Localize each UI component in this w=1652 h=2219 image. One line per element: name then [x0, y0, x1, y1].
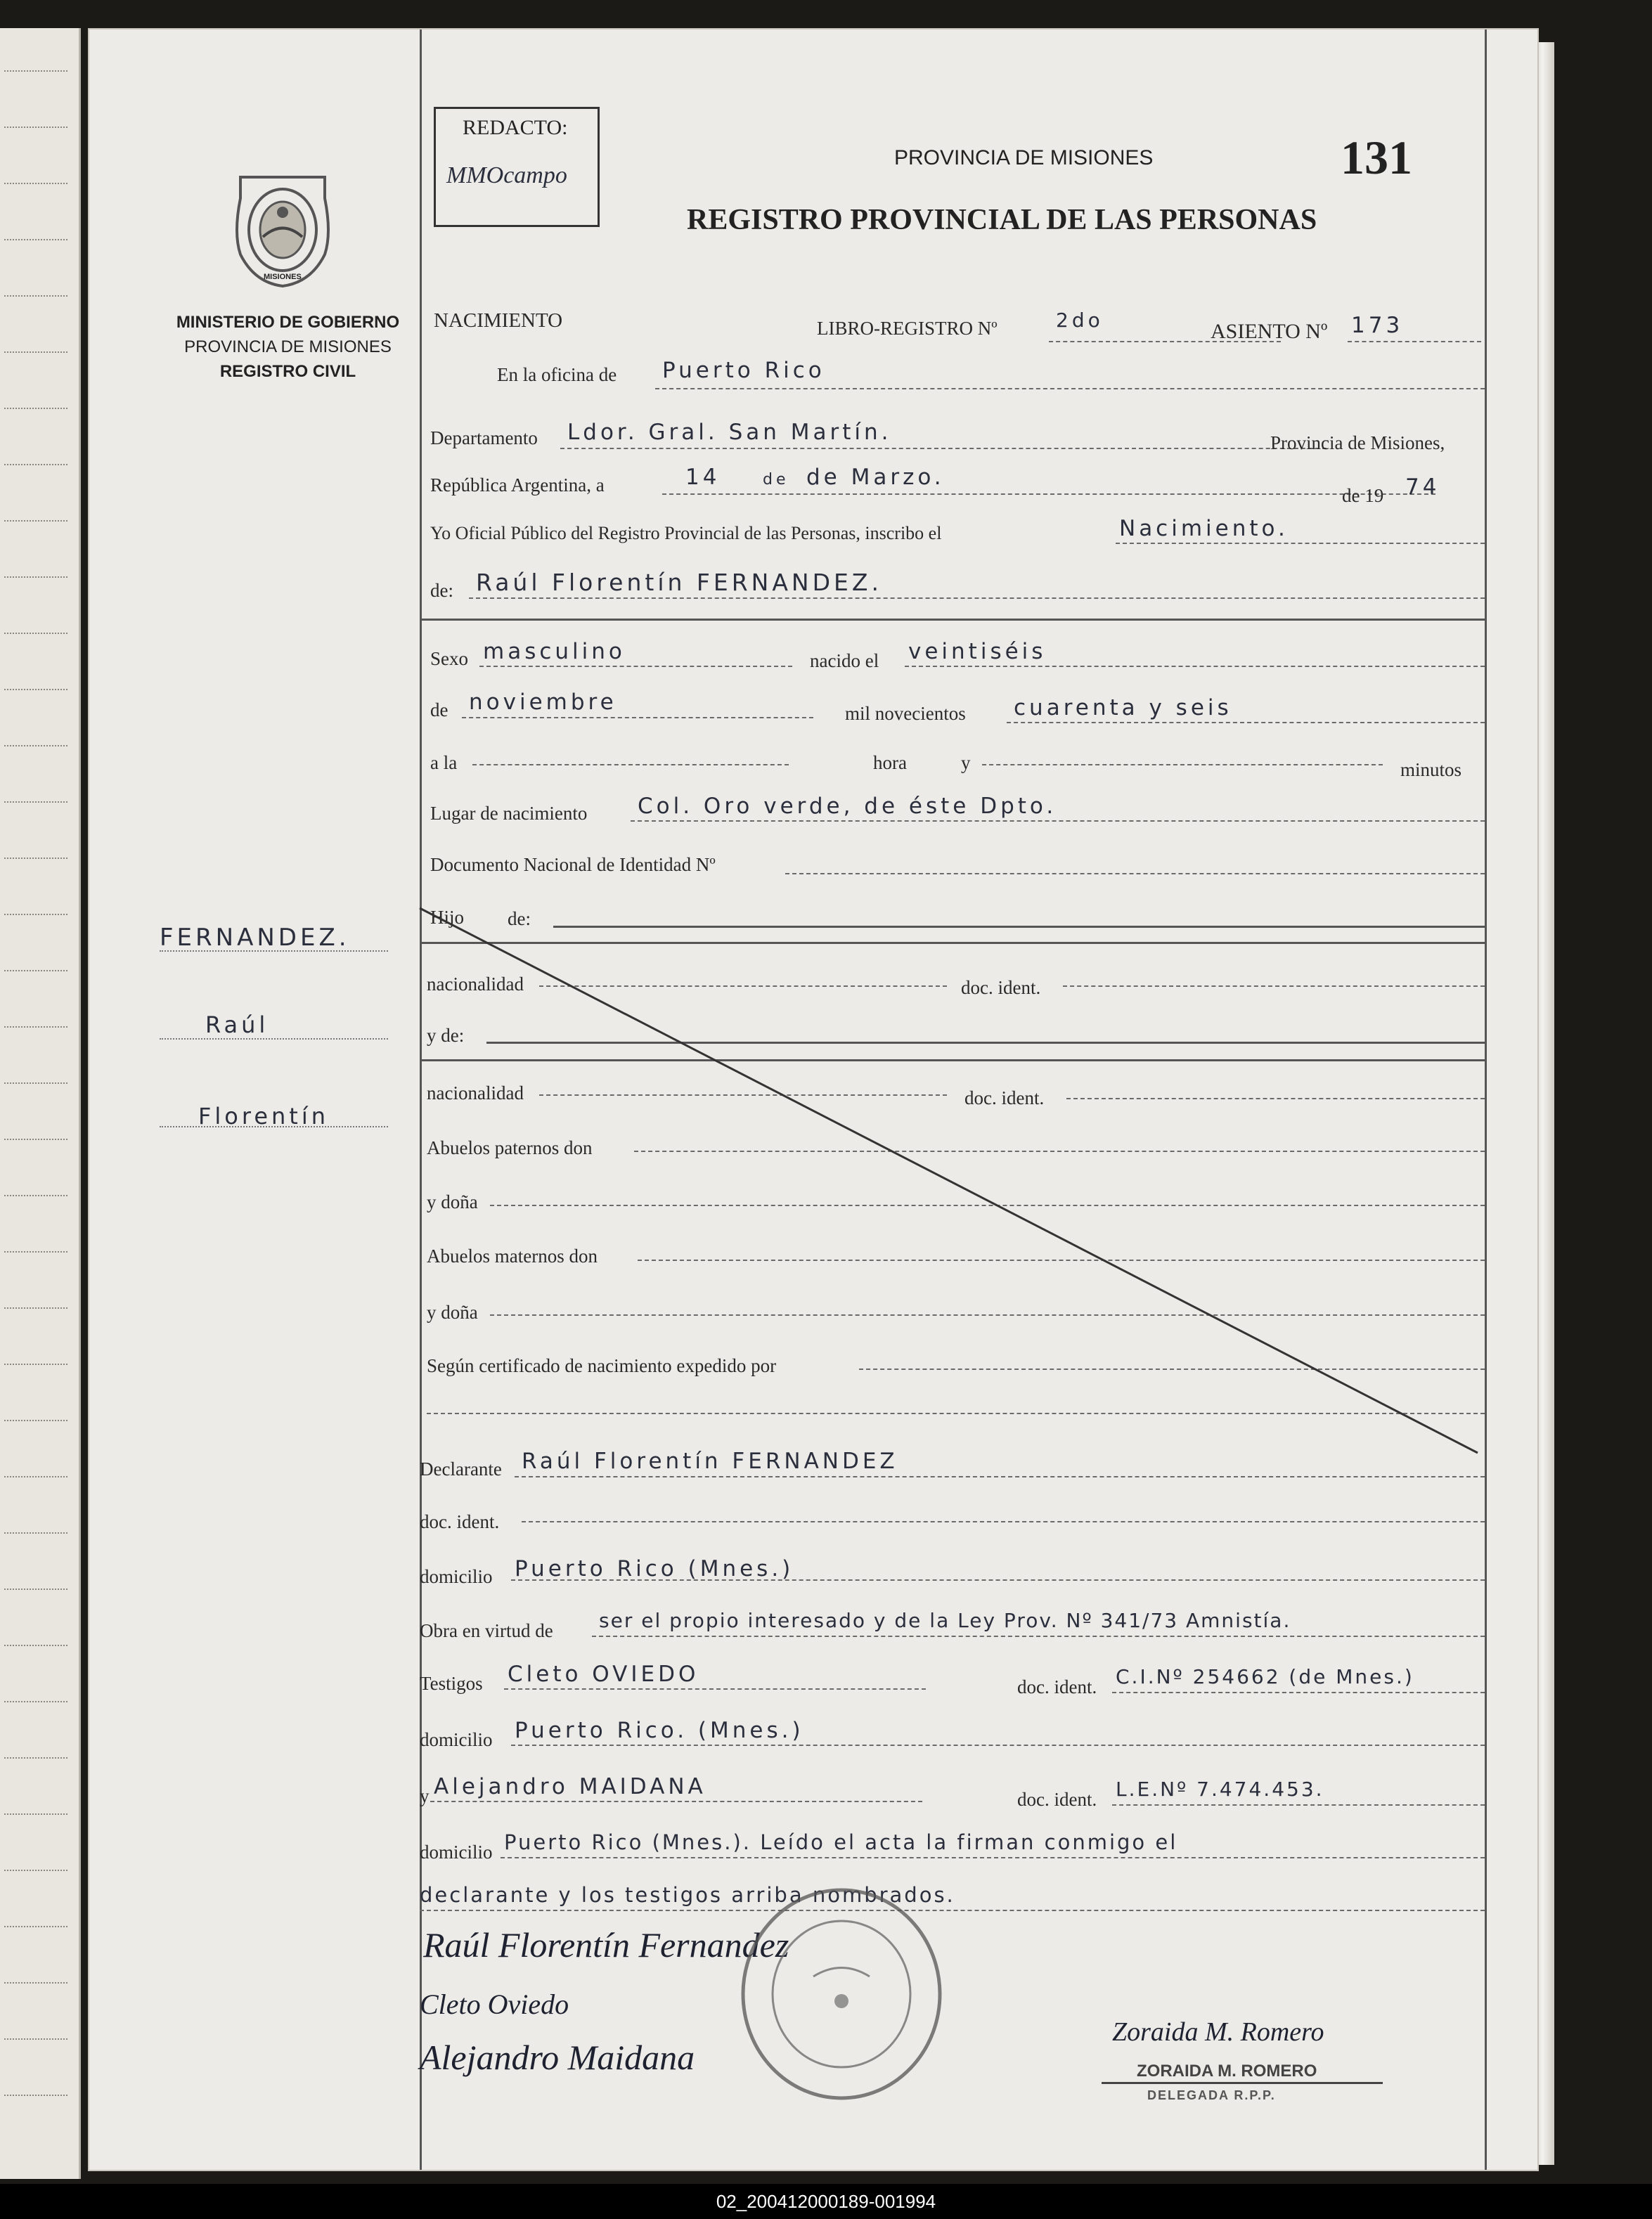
- margin-second-name: Florentín: [198, 1103, 330, 1130]
- ala-label: a la: [430, 752, 458, 773]
- office-value: Puerto Rico: [662, 358, 825, 383]
- redacto-signature: MMOcampo: [446, 162, 567, 188]
- lugar-label: Lugar de nacimiento: [430, 803, 588, 824]
- y-de-label: y de:: [427, 1025, 465, 1046]
- abuelos-paternos-label: Abuelos paternos don: [427, 1137, 593, 1158]
- declarante-label: Declarante: [420, 1458, 502, 1480]
- official-title: DELEGADA R.P.P.: [1147, 2088, 1276, 2102]
- asiento-label: ASIENTO Nº: [1211, 320, 1328, 343]
- lugar-value: Col. Oro verde, de éste Dpto.: [638, 794, 1057, 819]
- ministry-line-3: REGISTRO CIVIL: [219, 362, 356, 381]
- seal-caption: MISIONES: [264, 273, 302, 281]
- sexo-label: Sexo: [430, 648, 468, 669]
- scan-footer: 02_200412000189-001994: [0, 2184, 1652, 2219]
- testigos-label: Testigos: [420, 1673, 483, 1694]
- obra-label: Obra en virtud de: [420, 1620, 553, 1641]
- oficial-statement: Yo Oficial Público del Registro Provincial de las Personas, inscribo el: [430, 523, 942, 543]
- registrant-name: Raúl Florentín FERNANDEZ.: [476, 569, 882, 596]
- domicilio-3-value: Puerto Rico (Mnes.). Leído el acta la firman conmigo el: [504, 1830, 1178, 1854]
- y-dona-1-label: y doña: [427, 1191, 478, 1212]
- domicilio-value: Puerto Rico (Mnes.): [515, 1556, 794, 1581]
- testigo-2-name: Alejandro MAIDANA: [434, 1774, 706, 1799]
- registry-title: REGISTRO PROVINCIAL DE LAS PERSONAS: [687, 204, 1317, 236]
- depto-label: Departamento: [430, 427, 538, 448]
- obra-value: ser el propio interesado y de la Ley Prov. Nº 341/73 Amnistía.: [599, 1609, 1291, 1632]
- de-month-label: de: [430, 699, 449, 720]
- nacionalidad-1-label: nacionalidad: [427, 973, 524, 995]
- declarante-doc-label: doc. ident.: [420, 1511, 500, 1532]
- depto-value: Ldor. Gral. San Martín.: [567, 420, 892, 445]
- official-signature: Zoraida M. Romero: [1112, 2017, 1324, 2047]
- declarante-signature: Raúl Florentín Fernandez: [423, 1925, 789, 1965]
- hijo-de-label: de:: [508, 908, 531, 929]
- testigo-2-doc-label: doc. ident.: [1017, 1789, 1097, 1810]
- sexo-value: masculino: [483, 639, 626, 664]
- ministry-line-2: PROVINCIA DE MISIONES: [184, 337, 392, 356]
- mil-label: mil novecientos: [845, 703, 966, 724]
- testigo-1-doc-label: doc. ident.: [1017, 1676, 1097, 1697]
- asiento-value: 173: [1351, 313, 1404, 338]
- province-heading: PROVINCIA DE MISIONES: [894, 146, 1154, 169]
- declarante-value: Raúl Florentín FERNANDEZ: [522, 1449, 898, 1474]
- margin-first-name: Raúl: [205, 1011, 269, 1038]
- domicilio-2-label: domicilio: [420, 1729, 493, 1750]
- y-dona-2-label: y doña: [427, 1302, 478, 1323]
- province-suffix: Provincia de Misiones,: [1270, 432, 1445, 453]
- day-de: de: [763, 471, 789, 489]
- closing-text: declarante y los testigos arriba nombrados.: [420, 1883, 955, 1907]
- official-round-stamp: [736, 1885, 947, 2103]
- nacido-label: nacido el: [810, 650, 879, 671]
- year-suffix: 74: [1405, 474, 1440, 500]
- month-value: de Marzo.: [806, 465, 945, 490]
- page-number: 131: [1341, 131, 1412, 184]
- document-page: [88, 28, 1539, 2171]
- y-testigo-label: y: [420, 1785, 430, 1806]
- doc-ident-2-label: doc. ident.: [964, 1087, 1045, 1108]
- segun-certificado-label: Según certificado de nacimiento expedido por: [427, 1355, 777, 1376]
- testigo-1-doc-value: C.I.Nº 254662 (de Mnes.): [1116, 1665, 1414, 1688]
- inscribo-value: Nacimiento.: [1119, 516, 1289, 541]
- libro-value: 2do: [1056, 309, 1104, 332]
- nacionalidad-2-label: nacionalidad: [427, 1082, 524, 1104]
- previous-page-edge: [0, 28, 81, 2179]
- year-prefix: de 19: [1342, 485, 1384, 506]
- official-name: ZORAIDA M. ROMERO: [1137, 2062, 1317, 2081]
- libro-label: LIBRO-REGISTRO Nº: [817, 318, 998, 339]
- birth-month-value: noviembre: [469, 690, 617, 715]
- doc-ident-1-label: doc. ident.: [961, 977, 1041, 998]
- ministry-line-1: MINISTERIO DE GOBIERNO: [176, 313, 400, 332]
- hijo-label: Hijo: [430, 907, 465, 928]
- testigo-2-doc-value: L.E.Nº 7.474.453.: [1116, 1778, 1324, 1801]
- minutos-label: minutos: [1400, 759, 1462, 780]
- de-name-label: de:: [430, 580, 453, 601]
- y-label: y: [961, 752, 971, 773]
- domicilio-3-label: domicilio: [420, 1842, 493, 1863]
- redacto-label: REDACTO:: [463, 116, 568, 139]
- dni-label: Documento Nacional de Identidad Nº: [430, 854, 716, 875]
- day-value: 14: [685, 465, 721, 490]
- testigo-1-name: Cleto OVIEDO: [508, 1662, 699, 1687]
- margin-surname: FERNANDEZ.: [160, 924, 350, 952]
- birth-year-value: cuarenta y seis: [1014, 695, 1232, 720]
- republic-label: República Argentina, a: [430, 474, 605, 496]
- hora-label: hora: [873, 752, 907, 773]
- nacido-value: veintiséis: [908, 639, 1047, 664]
- domicilio-2-value: Puerto Rico. (Mnes.): [515, 1718, 804, 1743]
- testigo-2-signature: Alejandro Maidana: [420, 2038, 695, 2077]
- testigo-1-signature: Cleto Oviedo: [420, 1988, 569, 2020]
- domicilio-label: domicilio: [420, 1566, 493, 1587]
- office-label: En la oficina de: [497, 364, 617, 385]
- abuelos-maternos-label: Abuelos maternos don: [427, 1246, 598, 1267]
- act-type-label: NACIMIENTO: [434, 309, 563, 332]
